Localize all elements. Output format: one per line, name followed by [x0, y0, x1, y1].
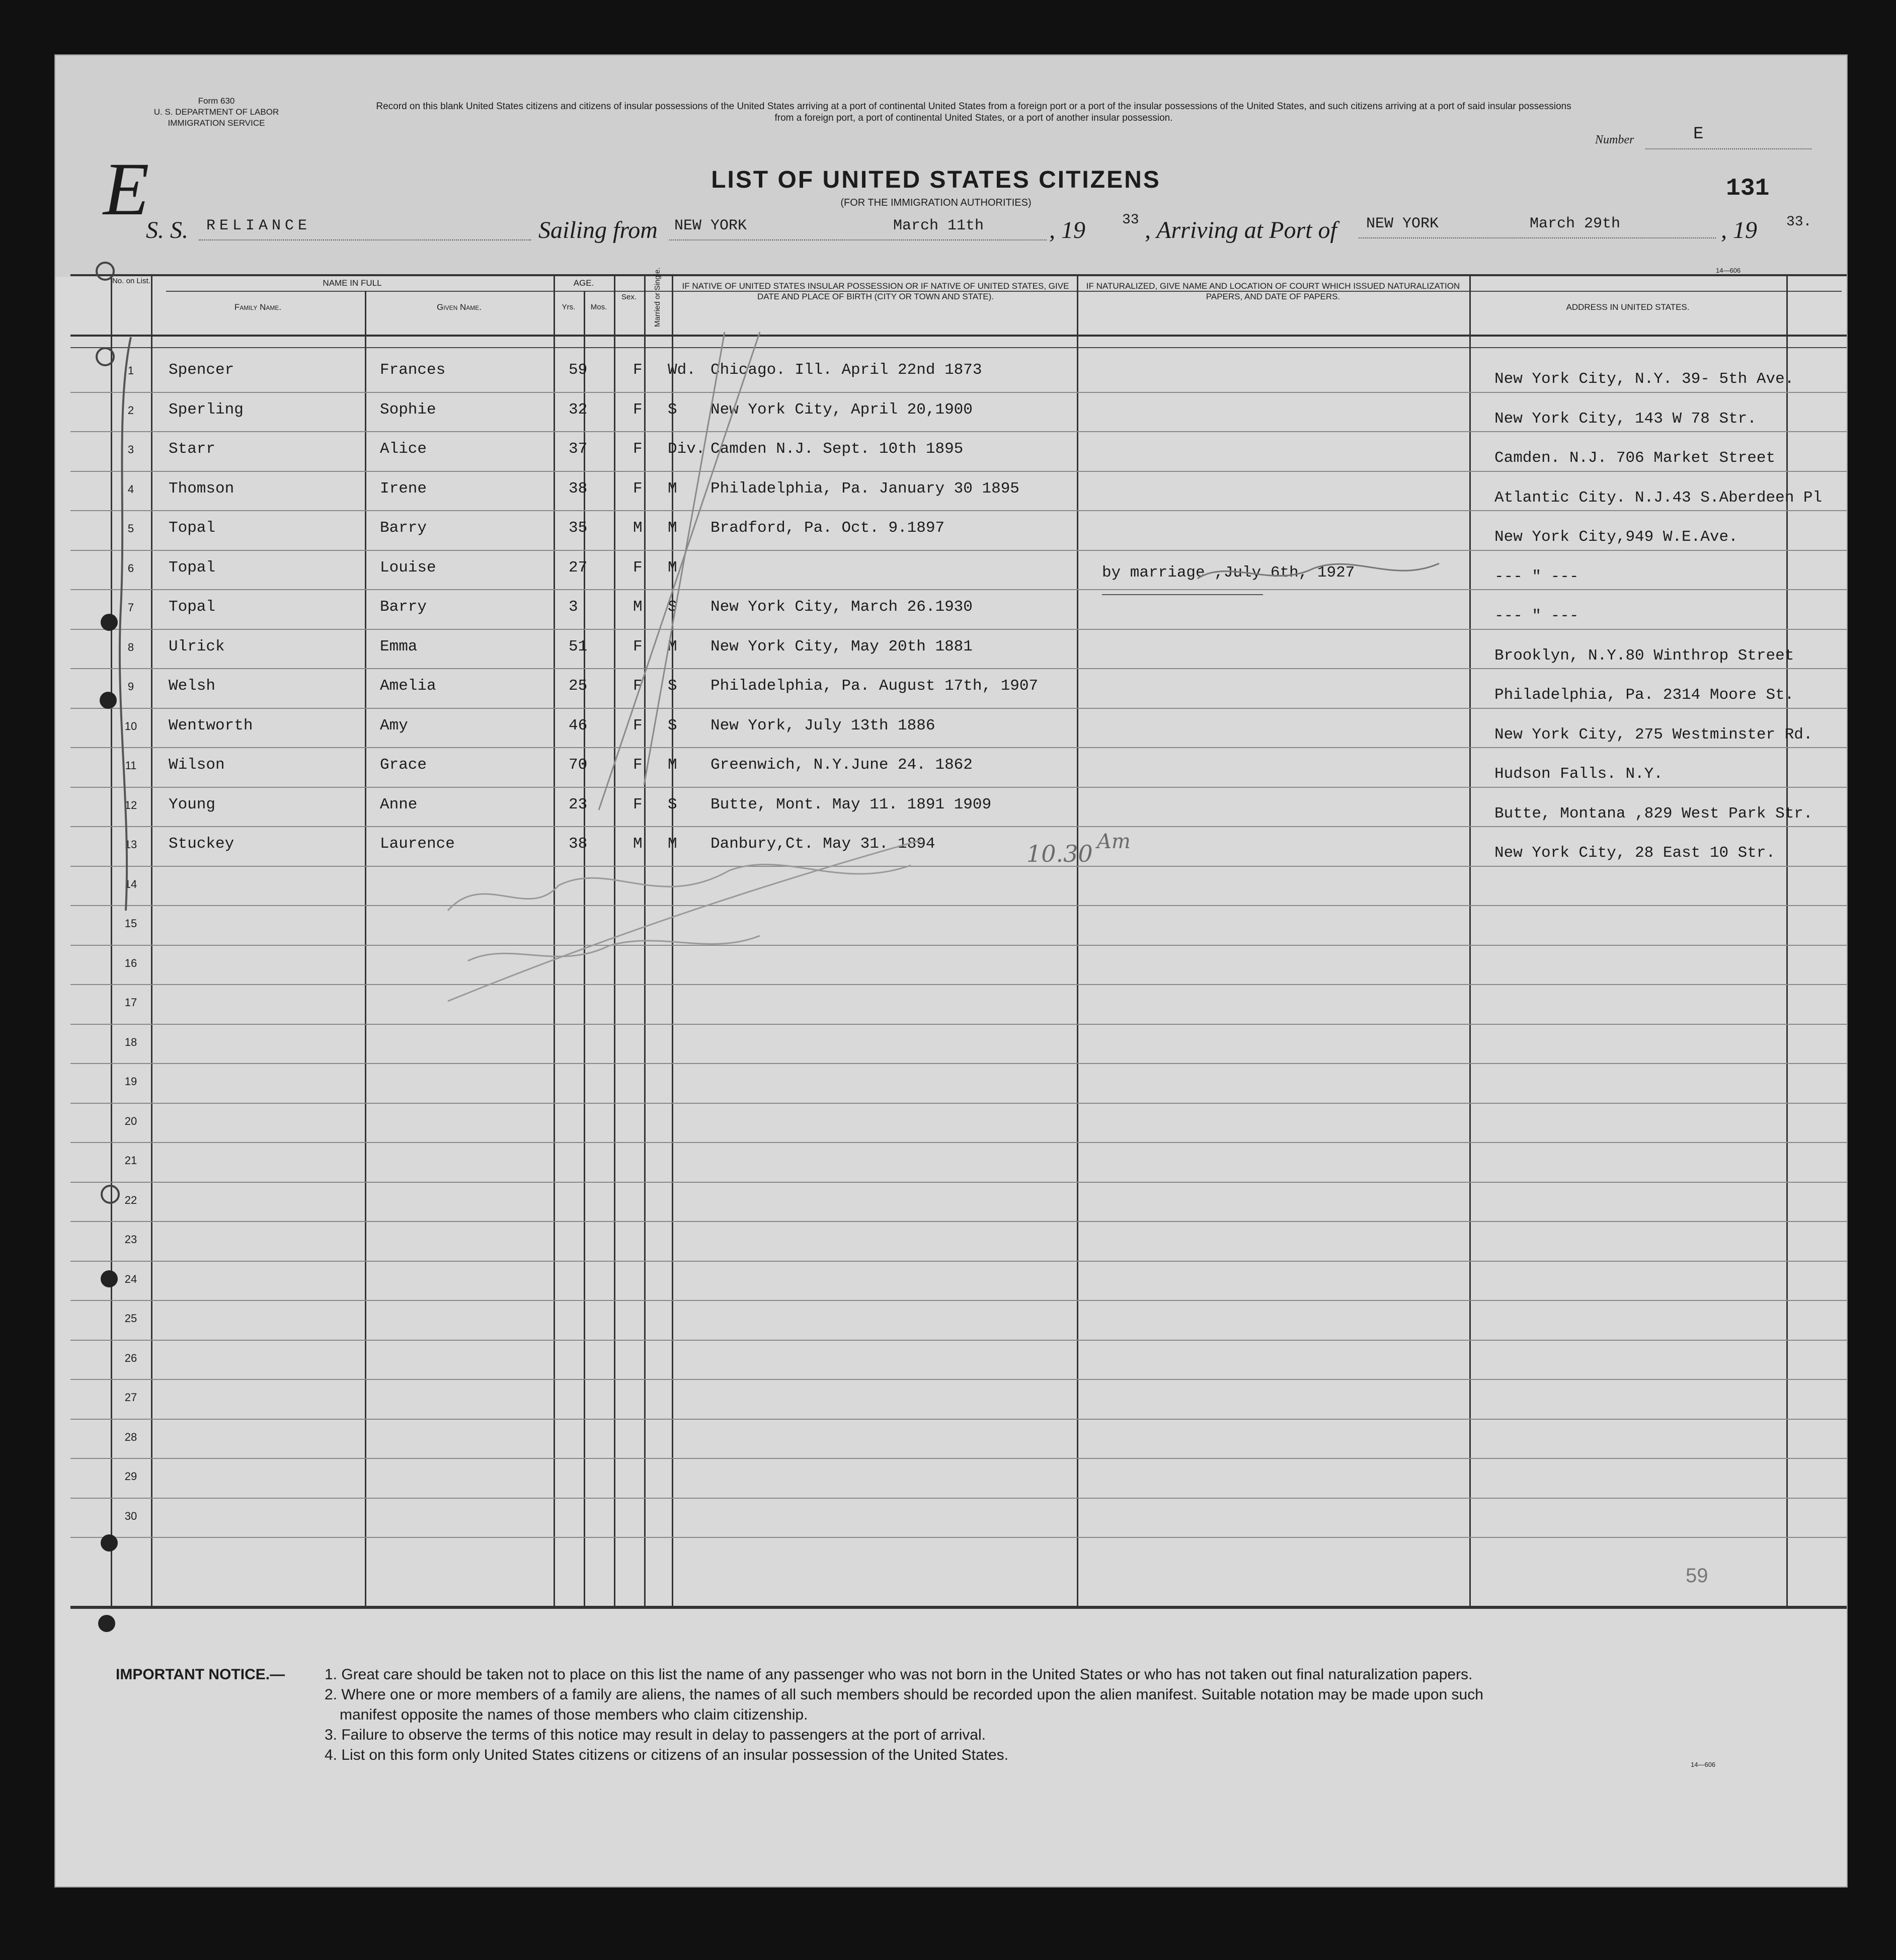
sex-cell: M — [633, 598, 643, 616]
row-number: 27 — [124, 1391, 137, 1404]
marital-status-cell: Div. — [668, 440, 705, 458]
notice-lead: IMPORTANT NOTICE.— — [116, 1666, 285, 1683]
birth-place-date-cell: Butte, Mont. May 11. 1891 1909 — [710, 795, 992, 813]
row-number: 15 — [124, 917, 137, 930]
page-subtitle: (FOR THE IMMIGRATION AUTHORITIES) — [840, 197, 1032, 208]
birth-place-date-cell: Greenwich, N.Y.June 24. 1862 — [710, 756, 973, 774]
age-years-cell: 38 — [569, 835, 588, 853]
punch-hole — [101, 1534, 118, 1551]
marital-status-cell: S — [668, 598, 677, 616]
age-years-cell: 35 — [569, 519, 588, 537]
family-name-cell: Topal — [169, 519, 216, 537]
year-1: 33 — [1122, 212, 1139, 228]
row-number: 16 — [124, 956, 137, 969]
marital-status-cell: S — [668, 716, 677, 734]
sex-cell: F — [633, 756, 643, 774]
punch-hole — [98, 1615, 115, 1632]
birth-place-date-cell: New York, July 13th 1886 — [710, 716, 935, 734]
year-2: 33. — [1786, 214, 1812, 230]
given-name-cell: Anne — [380, 795, 418, 813]
header-name-in-full: NAME IN FULL — [323, 278, 382, 288]
record-note: Record on this blank United States citizens and citizens of insular possessions of the United States arriving at a port of continental United States from a foreign port or a port of the insular possessions of the United States, and such citizens arriving at a port of said insular possessions from a foreign port, a port of continental United States, or a port of another insular possession. — [376, 101, 1571, 123]
row-number: 11 — [125, 759, 137, 772]
address-cell: New York City, 275 Westminster Rd. — [1494, 725, 1813, 744]
form-code-top: 14—606 — [1716, 267, 1741, 274]
header-age: AGE. — [573, 278, 594, 288]
given-name-cell: Barry — [380, 519, 427, 537]
sex-cell: F — [633, 677, 643, 695]
family-name-cell: Welsh — [169, 677, 216, 695]
address-cell: New York City, 143 W 78 Str. — [1494, 410, 1757, 428]
notice-item-1: 1. Great care should be taken not to place on this list the name of any passenger who was not born in the United States or who has not taken out final naturalization papers. — [325, 1666, 1473, 1683]
marital-status-cell: M — [668, 835, 677, 853]
page-number: 59 — [1686, 1565, 1708, 1587]
sex-cell: F — [633, 440, 643, 458]
row-number: 7 — [127, 601, 134, 614]
age-years-cell: 59 — [569, 361, 588, 379]
row-number: 2 — [127, 403, 134, 417]
birth-place-date-cell: Danbury,Ct. May 31. 1894 — [710, 835, 935, 853]
age-years-cell: 37 — [569, 440, 588, 458]
row-number: 10 — [124, 719, 137, 732]
arriving-label: , Arriving at Port of — [1145, 217, 1337, 243]
pen-marks — [55, 55, 1847, 1887]
sex-cell: M — [633, 835, 643, 853]
row-number: 17 — [124, 996, 137, 1009]
given-name-cell: Frances — [380, 361, 446, 379]
row-number: 18 — [124, 1035, 137, 1048]
sex-cell: F — [633, 400, 643, 419]
address-cell: --- " --- — [1494, 607, 1579, 625]
given-name-cell: Amelia — [380, 677, 436, 695]
handwritten-letter: E — [103, 147, 149, 231]
page-title: LIST OF UNITED STATES CITIZENS — [711, 167, 1161, 193]
family-name-cell: Spencer — [169, 361, 234, 379]
row-number: 25 — [124, 1312, 137, 1325]
given-name-cell: Alice — [380, 440, 427, 458]
given-name-cell: Barry — [380, 598, 427, 616]
address-cell: New York City, 28 East 10 Str. — [1494, 844, 1776, 862]
marital-status-cell: S — [668, 795, 677, 813]
given-name-cell: Laurence — [380, 835, 455, 853]
year-prefix-1: , 19 — [1049, 217, 1085, 243]
marital-status-cell: Wd. — [668, 361, 696, 379]
service: IMMIGRATION SERVICE — [168, 118, 265, 128]
sex-cell: F — [633, 558, 643, 577]
punch-hole — [96, 347, 115, 366]
sex-cell: F — [633, 361, 643, 379]
birth-place-date-cell: New York City, May 20th 1881 — [710, 637, 973, 656]
row-number: 19 — [124, 1075, 137, 1088]
age-years-cell: 51 — [569, 637, 588, 656]
department: U. S. DEPARTMENT OF LABOR — [153, 107, 279, 117]
form-code-bottom: 14—606 — [1691, 1761, 1716, 1768]
row-number: 1 — [127, 364, 134, 377]
ss-label: S. S. — [146, 217, 188, 243]
row-number: 4 — [127, 482, 134, 496]
row-number: 8 — [127, 640, 134, 654]
row-number: 6 — [127, 561, 134, 575]
header-yrs: Yrs. — [562, 303, 576, 311]
given-name-cell: Louise — [380, 558, 436, 577]
given-name-cell: Grace — [380, 756, 427, 774]
number-value: E — [1693, 125, 1704, 144]
age-years-cell: 3 — [569, 598, 578, 616]
notice-item-2-cont: manifest opposite the names of those members who claim citizenship. — [340, 1706, 808, 1723]
row-number: 21 — [124, 1154, 137, 1167]
header-naturalized: IF NATURALIZED, GIVE NAME AND LOCATION OF COURT WHICH ISSUED NATURALIZATION PAPERS, AND DATE OF PAPERS. — [1086, 281, 1460, 301]
header-native: IF NATIVE OF UNITED STATES INSULAR POSSESSION OR IF NATIVE OF UNITED STATES, GIVE DATE AND PLACE OF BIRTH (CITY OR TOWN AND STATE). — [682, 281, 1069, 301]
inspector-title-scrawl — [468, 936, 760, 961]
address-cell: Butte, Montana ,829 West Park Str. — [1494, 804, 1813, 823]
punch-hole — [96, 262, 115, 281]
header-family-name: Family Name. — [234, 302, 282, 312]
form-number: Form 630 — [198, 96, 235, 106]
address-cell: Atlantic City. N.J.43 S.Aberdeen Pl — [1494, 488, 1823, 507]
family-name-cell: Topal — [169, 558, 216, 577]
stamp-number: 131 — [1726, 175, 1770, 202]
sex-cell: F — [633, 479, 643, 498]
manifest-page — [55, 55, 1847, 1887]
address-cell: New York City, N.Y. 39- 5th Ave. — [1494, 370, 1794, 388]
notice-item-3: 3. Failure to observe the terms of this notice may result in delay to passengers at the port of arrival. — [325, 1727, 986, 1743]
birth-place-date-cell: Philadelphia, Pa. January 30 1895 — [710, 479, 1019, 498]
header-address: ADDRESS IN UNITED STATES. — [1566, 302, 1690, 312]
row-number: 29 — [124, 1470, 137, 1483]
naturalization-cell: by marriage ,July 6th, 1927 — [1102, 563, 1355, 582]
age-years-cell: 25 — [569, 677, 588, 695]
header-sex: Sex. — [621, 293, 637, 301]
marital-status-cell: M — [668, 756, 677, 774]
given-name-cell: Sophie — [380, 400, 436, 419]
family-name-cell: Sperling — [169, 400, 244, 419]
birth-place-date-cell: Chicago. Ill. April 22nd 1873 — [710, 361, 982, 379]
handwritten-time-suffix: Am — [1097, 830, 1131, 853]
tick-stroke-2 — [644, 332, 725, 785]
header-no-on-list: No. on List. — [112, 277, 150, 285]
arrival-date: March 29th — [1530, 215, 1621, 232]
address-cell: Camden. N.J. 706 Market Street — [1494, 449, 1776, 467]
notice-item-2: 2. Where one or more members of a family are aliens, the names of all such members should be recorded upon the alien manifest. Suitable notation may be made upon such — [325, 1686, 1483, 1703]
row-number: 14 — [124, 877, 137, 890]
header-married-or-single: Married or Single. — [653, 267, 662, 327]
age-years-cell: 46 — [569, 716, 588, 734]
row-number: 26 — [124, 1351, 137, 1364]
birth-place-date-cell: New York City, April 20,1900 — [710, 400, 973, 419]
row-number: 20 — [124, 1114, 137, 1127]
tick-stroke-1 — [599, 332, 760, 810]
given-name-cell: Irene — [380, 479, 427, 498]
row-number: 30 — [124, 1509, 137, 1522]
marital-status-cell: S — [668, 677, 677, 695]
family-name-cell: Starr — [169, 440, 216, 458]
age-years-cell: 32 — [569, 400, 588, 419]
row-number: 9 — [127, 680, 134, 693]
family-name-cell: Wilson — [169, 756, 225, 774]
birth-place-date-cell: Camden N.J. Sept. 10th 1895 — [710, 440, 964, 458]
row-number: 23 — [124, 1233, 137, 1246]
age-years-cell: 27 — [569, 558, 588, 577]
address-cell: New York City,949 W.E.Ave. — [1494, 528, 1738, 546]
number-label: Number — [1595, 133, 1634, 146]
sex-cell: M — [633, 519, 643, 537]
marital-status-cell: M — [668, 519, 677, 537]
address-cell: Hudson Falls. N.Y. — [1494, 765, 1663, 783]
row-number: 22 — [124, 1193, 137, 1206]
row-number: 28 — [124, 1430, 137, 1443]
marital-status-cell: M — [668, 479, 677, 498]
notice-item-4: 4. List on this form only United States citizens or citizens of an insular possession of the United States. — [325, 1747, 1009, 1763]
marital-status-cell: M — [668, 558, 677, 577]
address-cell: --- " --- — [1494, 567, 1579, 586]
struck-court-name — [1198, 563, 1439, 579]
punch-hole — [101, 614, 118, 631]
birth-place-date-cell: Bradford, Pa. Oct. 9.1897 — [710, 519, 945, 537]
family-name-cell: Stuckey — [169, 835, 234, 853]
inspector-signature — [448, 864, 911, 911]
header-mos: Mos. — [590, 303, 607, 311]
age-years-cell: 70 — [569, 756, 588, 774]
family-name-cell: Wentworth — [169, 716, 253, 734]
punch-hole — [101, 1185, 120, 1204]
family-name-cell: Young — [169, 795, 216, 813]
address-cell: Brooklyn, N.Y.80 Winthrop Street — [1494, 646, 1794, 665]
row-number: 24 — [124, 1272, 137, 1285]
given-name-cell: Emma — [380, 637, 418, 656]
year-prefix-2: , 19 — [1721, 217, 1757, 243]
birth-place-date-cell: New York City, March 26.1930 — [710, 598, 973, 616]
address-cell: Philadelphia, Pa. 2314 Moore St. — [1494, 686, 1794, 704]
punch-hole — [100, 692, 117, 709]
birth-place-date-cell: Philadelphia, Pa. August 17th, 1907 — [710, 677, 1039, 695]
age-years-cell: 38 — [569, 479, 588, 498]
row-number: 12 — [124, 798, 137, 811]
signature-flourish — [448, 840, 921, 1001]
arrival-port: NEW YORK — [1366, 215, 1439, 232]
family-name-cell: Ulrick — [169, 637, 225, 656]
row-number: 13 — [124, 838, 137, 851]
marital-status-cell: M — [668, 637, 677, 656]
sex-cell: F — [633, 716, 643, 734]
row-number: 3 — [127, 443, 134, 456]
family-name-cell: Topal — [169, 598, 216, 616]
punch-hole — [101, 1270, 118, 1287]
ship-name: RELIANCE — [206, 217, 311, 234]
family-name-cell: Thomson — [169, 479, 234, 498]
age-years-cell: 23 — [569, 795, 588, 813]
sex-cell: F — [633, 637, 643, 656]
row-number: 5 — [127, 522, 134, 535]
sailing-date: March 11th — [893, 217, 984, 234]
sailing-label: Sailing from — [538, 217, 658, 243]
bracket-mark — [120, 337, 131, 911]
header-given-name: Given Name. — [437, 302, 482, 312]
sailing-port: NEW YORK — [674, 217, 747, 234]
sex-cell: F — [633, 795, 643, 813]
given-name-cell: Amy — [380, 716, 408, 734]
handwritten-time: 10.30 — [1026, 840, 1093, 867]
marital-status-cell: S — [668, 400, 677, 419]
